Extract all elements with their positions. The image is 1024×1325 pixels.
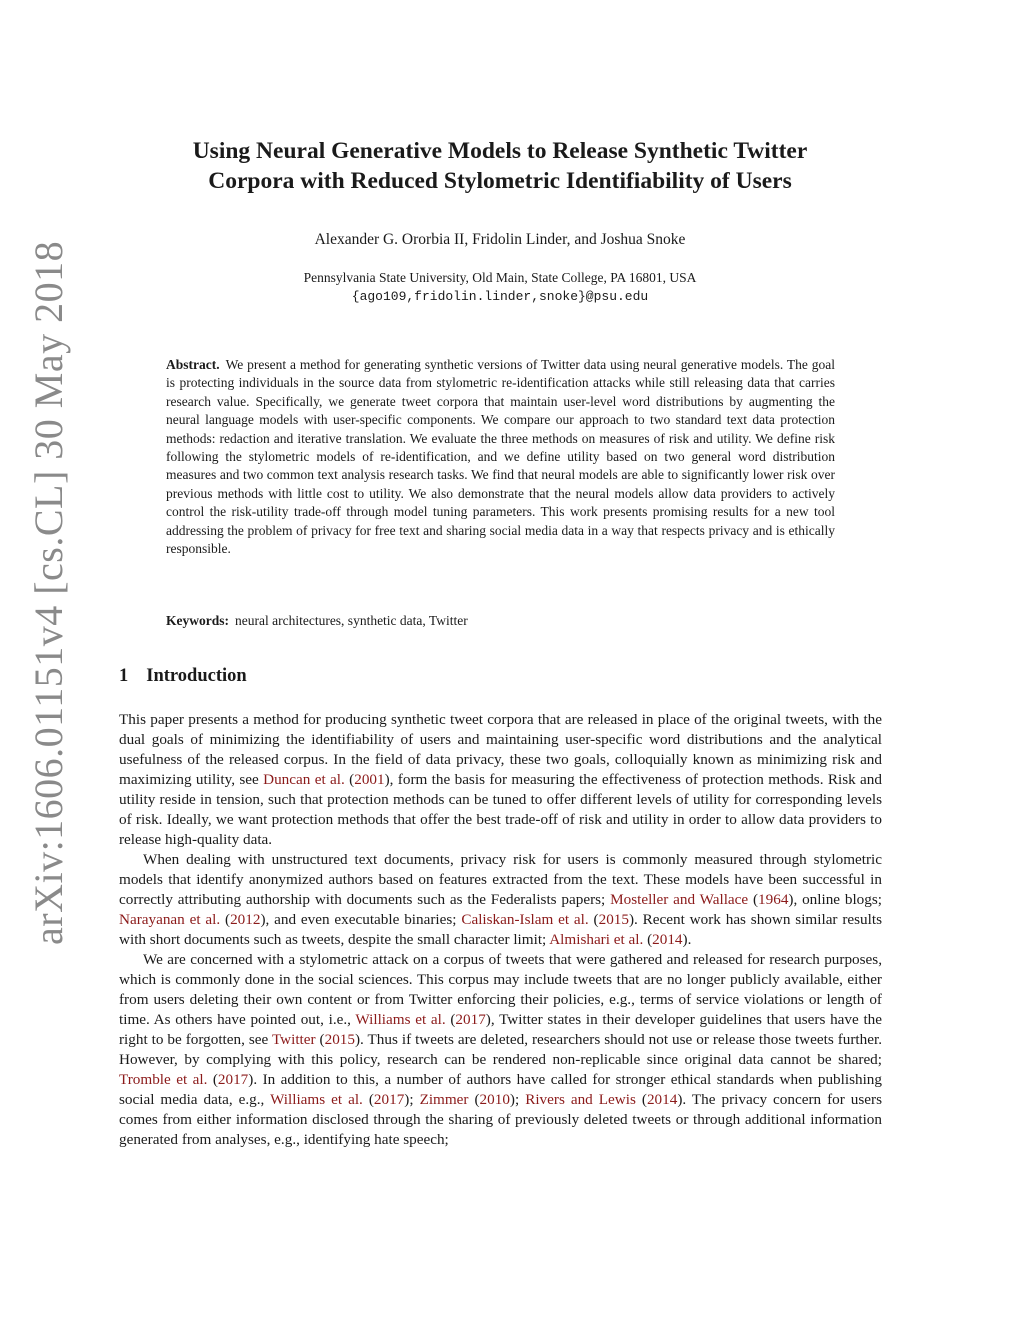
affiliation-block	[100, 268, 900, 306]
abstract-text: We present a method for generating synthetic versions of Twitter data using neural generative models. The goal is protecting individuals in the source data from stylometric re-identification attacks while still releasing data that carries research value. Specifically, we generate tweet corpora that maintain user-level word distributions by augmenting the neural language models with user-specific components. We compare our approach to two standard text data protection methods: redaction and iterative translation. We evaluate the three methods on measures of risk and utility. We define risk following the stylometric models of re-identification, and we define utility based on two general word distribution measures and two common text analysis research tasks. We find that neural models are able to significantly lower risk over previous methods with little cost to utility. We also demonstrate that the neural models allow data providers to actively control the risk-utility trade-off through model tuning parameters. This work presents promising results for a new tool addressing the problem of privacy for free text and sharing social media data in a way that respects privacy and is ethically responsible.	[166, 357, 835, 557]
text-run: );	[404, 1091, 420, 1108]
text-run: When dealing with unstructured text documents, privacy risk for users is commonly measured through stylometric models that identify anonymized authors based on features extracted from the text. These models have been successful in correctly attributing authorship with documents such as the Federalists papers;	[119, 851, 882, 908]
text-run: ), and even executable binaries;	[260, 911, 462, 928]
text-run: ). The privacy concern for users comes from either information disclosed through the sharing of previously deleted tweets or through additional information generated from analyses, e.g., identifying hate speech;	[119, 1091, 883, 1148]
author-list: Alexander G. Ororbia II, Fridolin Linder, and Joshua Snoke	[314, 231, 686, 248]
text-run: );	[509, 1091, 526, 1108]
text-run: (	[220, 911, 231, 928]
keywords-text: neural architectures, synthetic data, Twitter	[235, 613, 468, 628]
affiliation: Pennsylvania State University, Old Main, State College, PA 16801, USA	[303, 270, 697, 285]
citation-year-link[interactable]: 2017	[373, 1091, 405, 1108]
citation-link[interactable]: Williams et al.	[270, 1091, 363, 1108]
text-run: (	[207, 1071, 218, 1088]
citation-link[interactable]: Twitter	[271, 1031, 316, 1048]
citation-link[interactable]: Duncan et al.	[263, 771, 345, 788]
section-number: 1	[119, 666, 129, 686]
citation-year-link[interactable]: 2001	[354, 771, 385, 788]
citation-link[interactable]: Narayanan et al.	[119, 911, 221, 928]
text-run: (	[315, 1031, 325, 1048]
citation-year-link[interactable]: 2012	[230, 911, 261, 928]
abstract	[166, 356, 835, 558]
text-run: (	[362, 1091, 374, 1108]
text-run: ). In addition to this, a number of authors have called for stronger ethical standards when publishing social media data, e.g.,	[119, 1071, 882, 1108]
author-emails: {ago109,fridolin.linder,snoke}@psu.edu	[351, 289, 649, 304]
text-run: ), Twitter states in their developer guidelines that users have the right to be forgotten, see	[119, 1011, 883, 1048]
keywords-label: Keywords:	[166, 613, 229, 628]
text-run: This paper presents a method for producing synthetic tweet corpora that are released in place of the original tweets, with the dual goals of minimizing the identifiability of users and maintaining user-specific word distributions and the analytical usefulness of the released corpus. In the field of data privacy, these two goals, colloquially known as minimizing risk and maximizing utility, see	[119, 711, 882, 788]
citation-link[interactable]: Almishari et al.	[549, 931, 644, 948]
text-run: (	[748, 891, 759, 908]
text-run: ). Recent work has shown similar results with short documents such as tweets, despite the small character limit;	[119, 911, 882, 948]
citation-year-link[interactable]: 2010	[479, 1091, 510, 1108]
citation-year-link[interactable]: 1964	[758, 891, 789, 908]
arxiv-identifier: arXiv:1606.01151v4 [cs.CL] 30 May 2018	[26, 240, 71, 945]
citation-link[interactable]: Caliskan-Islam et al.	[461, 911, 589, 928]
citation-year-link[interactable]: 2015	[324, 1031, 355, 1048]
citation-year-link[interactable]: 2015	[598, 911, 629, 928]
text-run: (	[588, 911, 599, 928]
title-line-1: Using Neural Generative Models to Release Synthetic Twitter	[192, 138, 808, 164]
title-line-2: Corpora with Reduced Stylometric Identifiability of Users	[208, 168, 792, 194]
citation-link[interactable]: Zimmer	[419, 1091, 469, 1108]
paragraph	[119, 950, 882, 1150]
citation-link[interactable]: Rivers and Lewis	[525, 1091, 636, 1108]
section-heading-introduction	[119, 666, 247, 687]
paper-title	[100, 136, 900, 196]
citation-link[interactable]: Williams et al.	[355, 1011, 446, 1028]
text-run: We are concerned with a stylometric attack on a corpus of tweets that were gathered and released for research purposes, which is commonly done in the social sciences. This corpus may include tweets that are no longer publicly available, either from users deleting their own content or from Twitter enforcing their policies, e.g., terms of service violations or length of time. As others have pointed out, i.e.,	[119, 951, 882, 1028]
text-run: (	[635, 1091, 647, 1108]
citation-year-link[interactable]: 2014	[646, 1091, 678, 1108]
text-run: (	[468, 1091, 480, 1108]
abstract-label: Abstract.	[166, 357, 220, 372]
paragraph	[119, 710, 882, 850]
keywords	[166, 613, 835, 629]
text-run: (	[643, 931, 653, 948]
text-run: (	[344, 771, 355, 788]
citation-year-link[interactable]: 2017	[455, 1011, 486, 1028]
citation-link[interactable]: Tromble et al.	[119, 1071, 208, 1088]
text-run: ), form the basis for measuring the effectiveness of protection methods. Risk and utility reside in tension, such that protection methods can be tuned to offer different levels of utility for corresponding levels of risk. Ideally, we want protection methods that offer the best trade-off of risk and utility in order to allow data providers to release high-quality data.	[119, 771, 882, 848]
introduction-body	[119, 710, 882, 1150]
text-run: ). Thus if tweets are deleted, researchers should not use or release those tweets further. However, by complying with this policy, research can be rendered non-replicable since original data cannot be shared;	[119, 1031, 882, 1068]
citation-year-link[interactable]: 2014	[652, 931, 683, 948]
section-title: Introduction	[146, 666, 247, 686]
text-run: ), online blogs;	[788, 891, 883, 908]
citation-year-link[interactable]: 2017	[217, 1071, 249, 1088]
citation-link[interactable]: Mosteller and Wallace	[610, 891, 749, 908]
paragraph	[119, 850, 882, 950]
text-run: ).	[682, 931, 692, 948]
text-run: (	[445, 1011, 456, 1028]
